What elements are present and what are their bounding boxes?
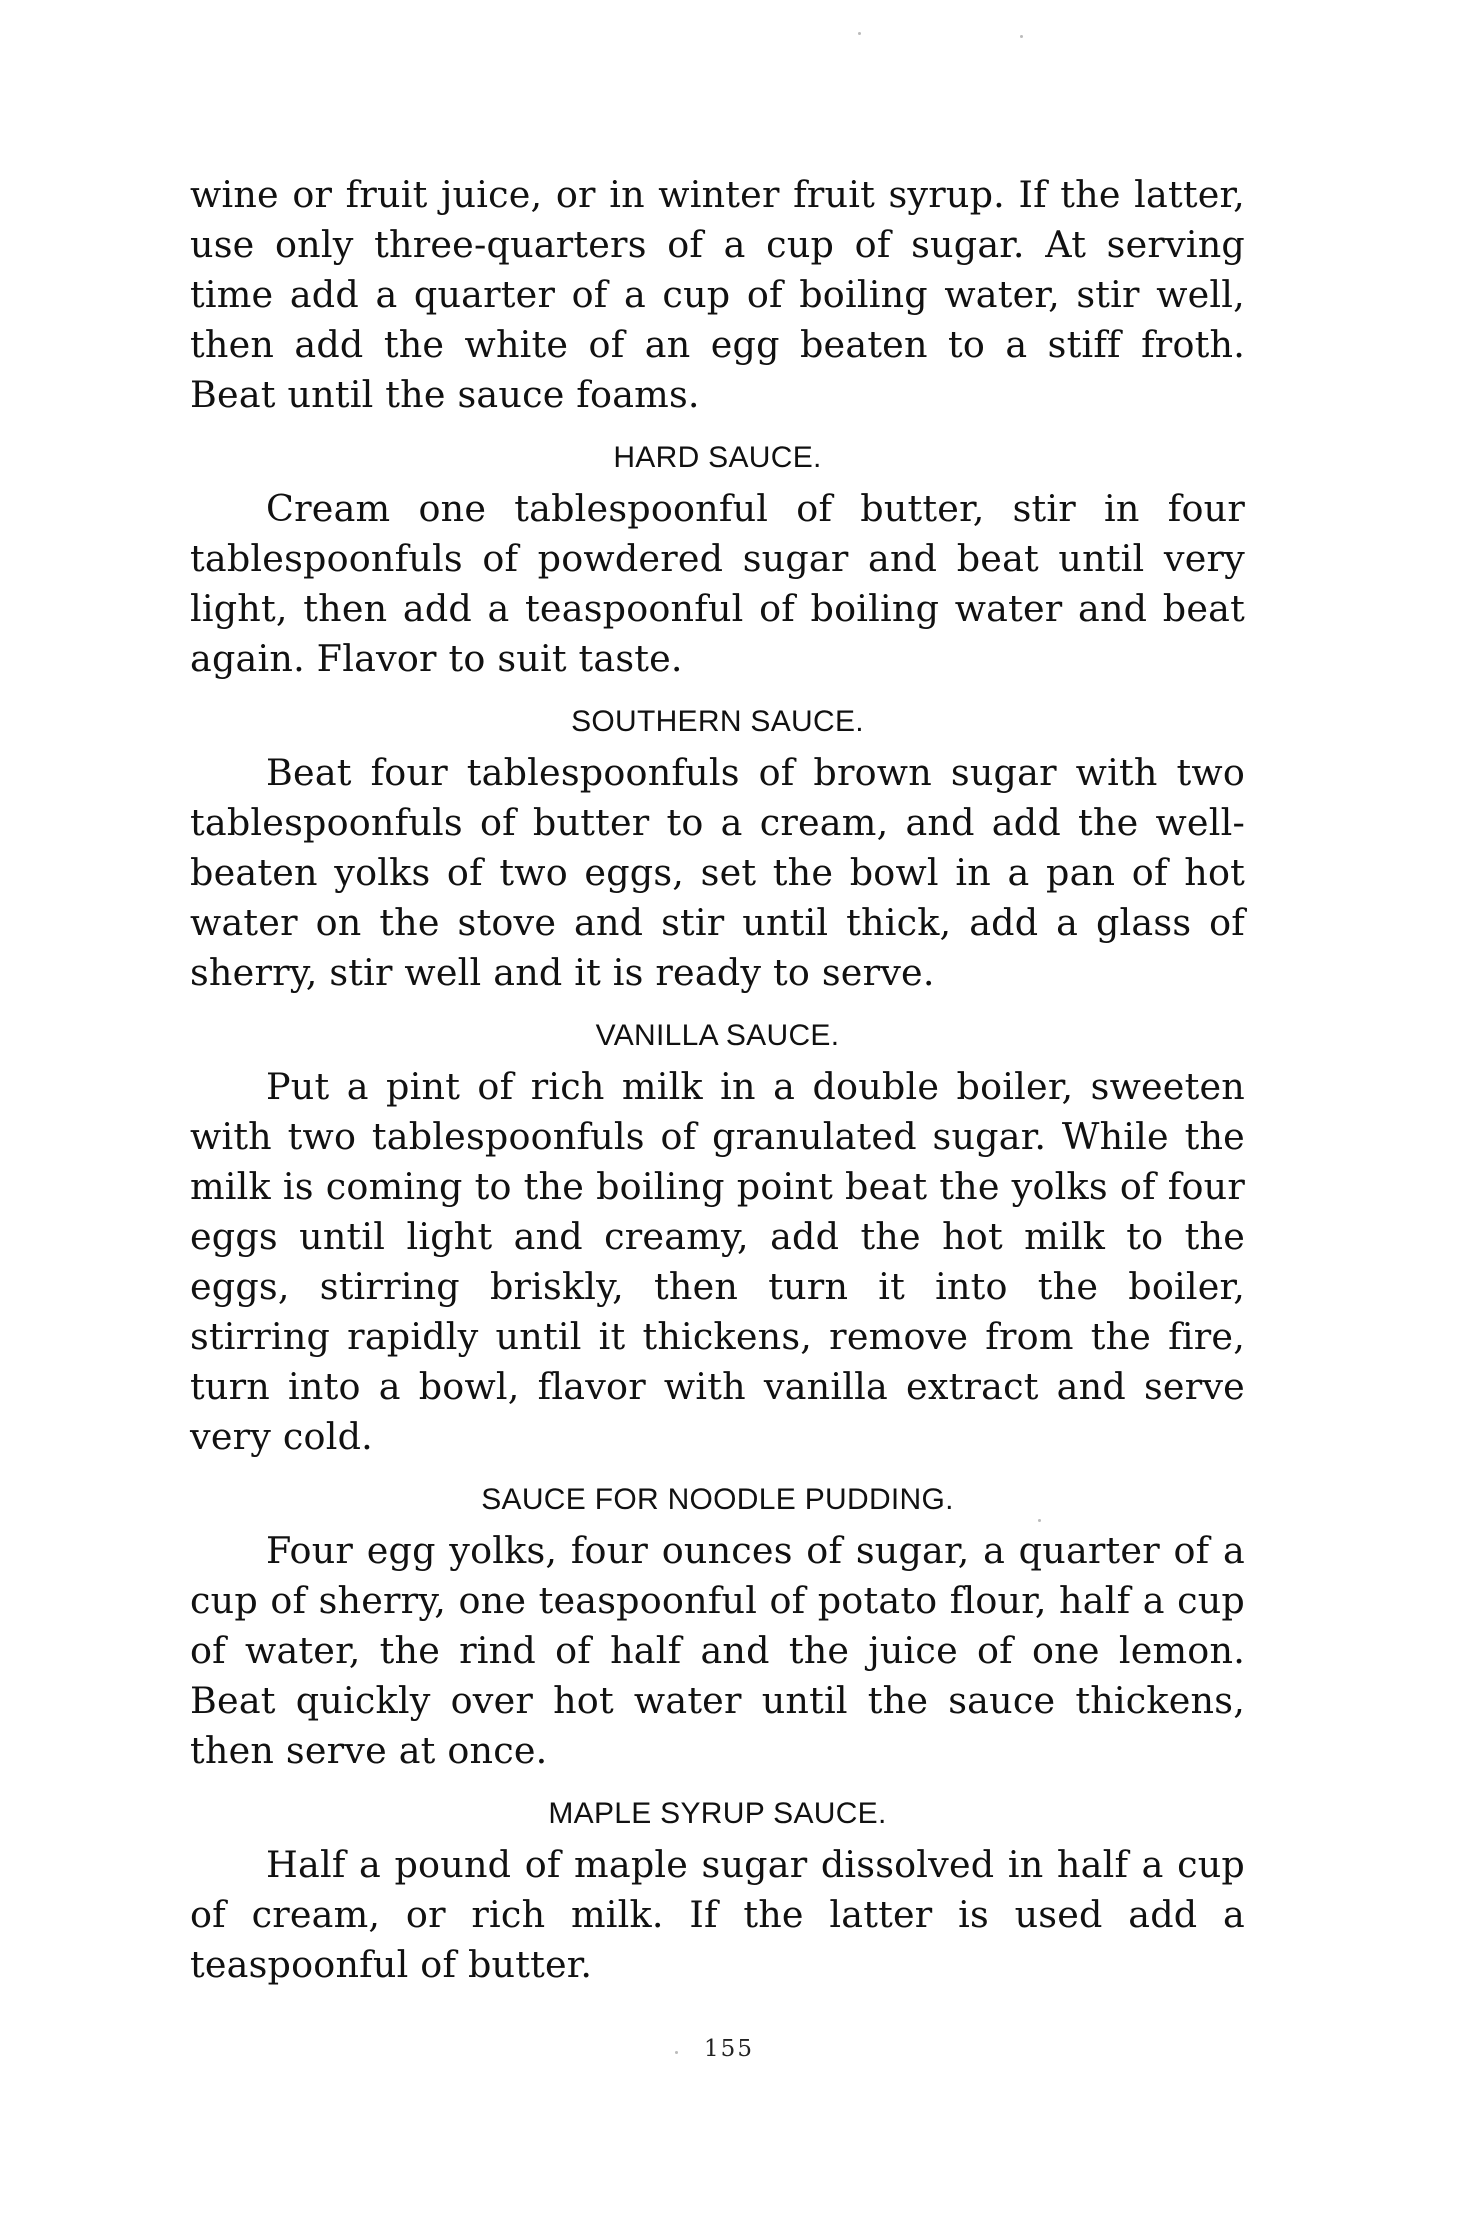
paper-speck bbox=[1020, 35, 1023, 38]
heading-noodle-pudding-sauce: SAUCE FOR NOODLE PUDDING. bbox=[481, 1483, 954, 1516]
paper-speck bbox=[1038, 1519, 1041, 1522]
page-number: 155 bbox=[704, 2036, 754, 2062]
recipe-southern-sauce: Beat four tablespoonfuls of brown sugar with two tablespoonfuls of butter to a cream, and add the well-beaten yolks of two eggs, set the bowl in a pan of hot water on the stove and stir until thick, add a glass of sherry, stir well and it is ready to serve. bbox=[190, 751, 1245, 994]
recipe-maple-syrup-sauce: Half a pound of maple sugar dissolved in half a cup of cream, or rich milk. If the latter is used add a teaspoonful of butter. bbox=[190, 1843, 1245, 1986]
heading-maple-syrup-sauce: MAPLE SYRUP SAUCE. bbox=[548, 1797, 887, 1830]
paper-speck bbox=[675, 2051, 678, 2054]
intro-paragraph: wine or fruit juice, or in winter fruit syrup. If the latter, use only three-quarters of a cup of sugar. At serving time add a quarter of a cup of boiling water, stir well, then add the white of an egg beaten to a stiff froth. Beat until the sauce foams. bbox=[190, 173, 1245, 416]
heading-vanilla-sauce: VANILLA SAUCE. bbox=[595, 1019, 840, 1052]
paper-speck bbox=[858, 32, 861, 35]
heading-hard-sauce: HARD SAUCE. bbox=[613, 441, 822, 474]
recipe-noodle-pudding-sauce: Four egg yolks, four ounces of sugar, a quarter of a cup of sherry, one teaspoonful of potato flour, half a cup of water, the rind of half and the juice of one lemon. Beat quickly over hot water until the sauce thickens, then serve at once. bbox=[190, 1529, 1245, 1772]
page-text bbox=[190, 170, 1245, 1990]
recipe-vanilla-sauce: Put a pint of rich milk in a double boiler, sweeten with two tablespoonfuls of granulated sugar. While the milk is coming to the boiling point beat the yolks of four eggs until light and creamy, add the hot milk to the eggs, stirring briskly, then turn it into the boiler, stirring rapidly until it thickens, remove from the fire, turn into a bowl, flavor with vanilla extract and serve very cold. bbox=[190, 1065, 1245, 1458]
recipe-hard-sauce: Cream one tablespoonful of butter, stir in four tablespoonfuls of powdered sugar and beat until very light, then add a teaspoonful of boiling water and beat again. Flavor to suit taste. bbox=[190, 487, 1245, 680]
heading-southern-sauce: SOUTHERN SAUCE. bbox=[571, 705, 864, 738]
